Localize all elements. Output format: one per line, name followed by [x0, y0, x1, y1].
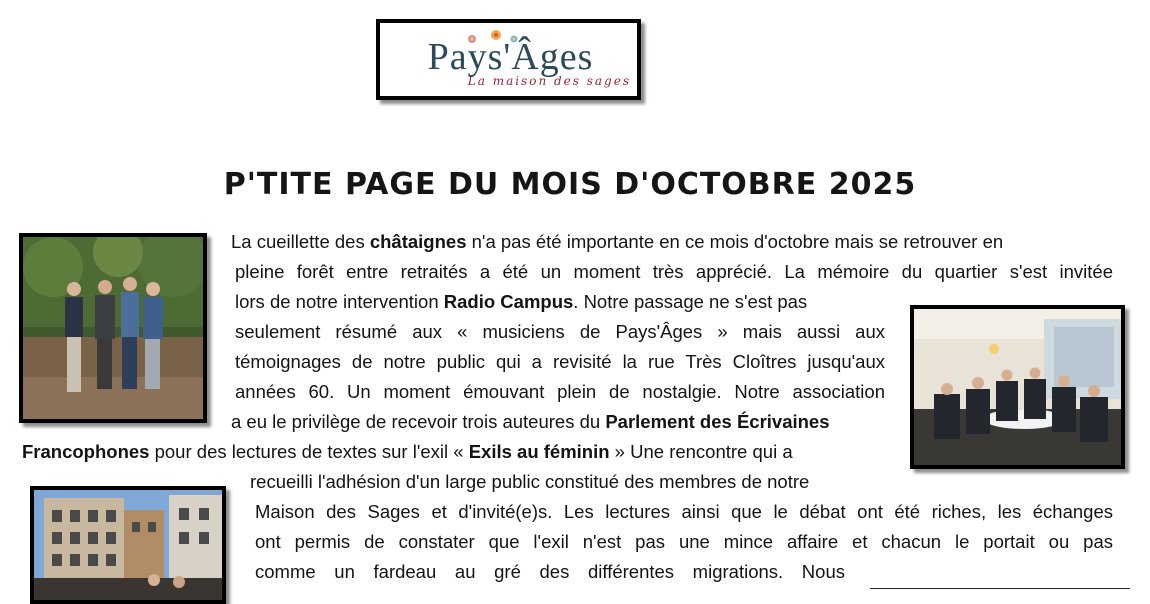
- text-bold-run: châtaignes: [369, 231, 467, 252]
- text-line-5: [235, 347, 885, 377]
- pays-ages-logo: [376, 19, 641, 100]
- text-line-1: [231, 227, 1113, 257]
- text-run: ont permis de constater que l'exil n'est pas une mince affaire et chacun le portait ou pas: [255, 531, 1113, 552]
- logo-tagline: La maison des sages: [467, 74, 631, 88]
- text-run: Maison des Sages et d'invité(e)s. Les lectures ainsi que le débat ont été riches, les échanges: [255, 501, 1113, 522]
- text-run: » Une rencontre qui a: [609, 441, 793, 462]
- text-run: années 60. Un moment émouvant plein de nostalgie. Notre association: [235, 381, 885, 402]
- page-title: [0, 167, 1140, 202]
- text-bold-run: Parlement des Écrivaines: [605, 411, 830, 432]
- text-bold-run: Francophones: [22, 441, 150, 462]
- text-run: n'a pas été importante en ce mois d'octobre mais se retrouver en: [466, 231, 1004, 252]
- text-run: pleine forêt entre retraités a été un moment très apprécié. La mémoire du quartier s'est invitée: [235, 261, 1113, 282]
- text-line-4: [235, 317, 885, 347]
- text-run: témoignages de notre public qui a revisité la rue Très Cloîtres jusqu'aux: [235, 351, 885, 372]
- page-title-text: P'TITE PAGE DU MOIS D'OCTOBRE: [223, 167, 818, 202]
- text-line-6: [235, 377, 885, 407]
- text-line-9: [250, 467, 885, 497]
- text-bold-run: Exils au féminin: [468, 441, 610, 462]
- text-line-3: [235, 287, 885, 317]
- text-line-2: [235, 257, 1113, 287]
- text-run: pour des lectures de textes sur l'exil «: [149, 441, 469, 462]
- text-line-11: [255, 527, 1113, 557]
- text-run: a eu le privilège de recevoir trois auteures du: [231, 411, 606, 432]
- text-divider: [870, 588, 1130, 589]
- text-line-7: [231, 407, 885, 437]
- text-line-8: [22, 437, 885, 467]
- text-line-10: [255, 497, 1113, 527]
- text-bold-run: Radio Campus: [443, 291, 574, 312]
- text-run: lors de notre intervention: [235, 291, 444, 312]
- text-run: seulement résumé aux « musiciens de Pays'Âges » mais aussi aux: [235, 321, 885, 342]
- text-run: recueilli l'adhésion d'un large public constitué des membres de notre: [250, 471, 810, 492]
- text-run: . Notre passage ne s'est pas: [573, 291, 808, 312]
- page-title-year: 2025: [828, 167, 917, 202]
- logo-wordmark: Pays'Âges: [427, 36, 594, 78]
- photo-city-street: [30, 486, 226, 604]
- text-run: La cueillette des: [231, 231, 370, 252]
- photo-radio-campus: [910, 305, 1125, 469]
- text-line-12: [255, 557, 845, 587]
- text-run: comme un fardeau au gré des différentes migrations. Nous: [255, 561, 845, 582]
- photo-forest-group: [19, 233, 207, 423]
